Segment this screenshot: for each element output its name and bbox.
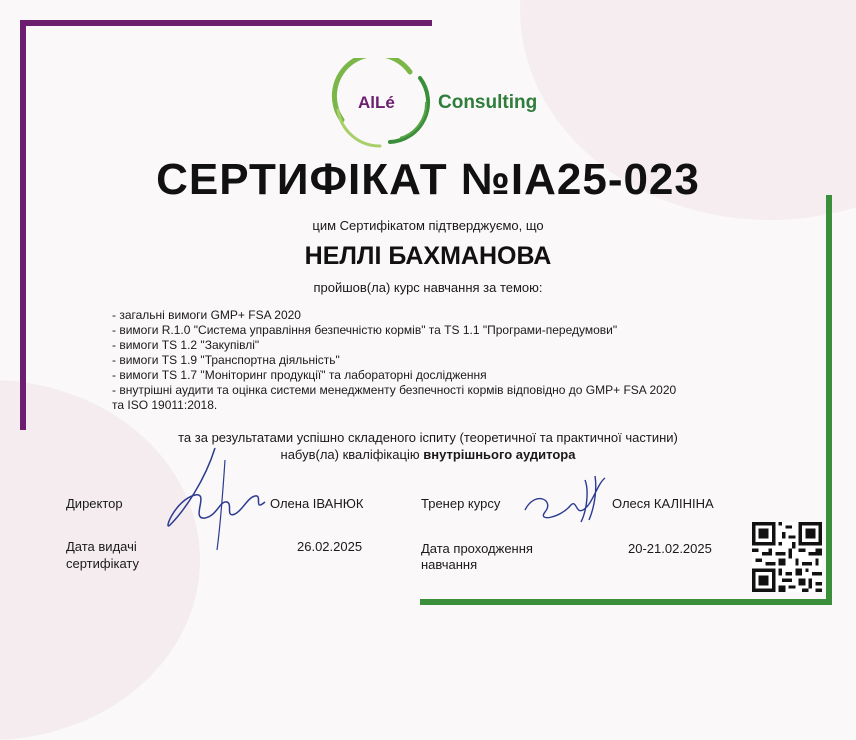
topic-item: - вимоги R.1.0 "Система управління безпечністю кормів" та TS 1.1 "Програми-передумови": [112, 323, 618, 337]
director-label: Директор: [66, 496, 123, 511]
topic-item: - загальні вимоги GMP+ FSA 2020: [112, 308, 301, 322]
logo-brand-text: AlLé: [358, 93, 395, 112]
director-name: Олена ІВАНЮК: [270, 496, 364, 511]
training-label-2: навчання: [421, 557, 478, 572]
issue-label-2: сертифікату: [66, 556, 139, 571]
trainer-label: Тренер курсу: [421, 496, 501, 511]
certificate-title: СЕРТИФІКАТ №IA25-023: [156, 155, 700, 204]
topics-list: [112, 308, 792, 413]
logo-consulting-text: Consulting: [438, 92, 538, 113]
qualification-title: внутрішнього аудитора: [423, 447, 576, 462]
trainer-name: Олеся КАЛІНІНА: [612, 496, 714, 511]
trainer-signature: [515, 470, 615, 530]
result-text: та за результатами успішно складеного іспиту (теоретичної та практичної частини): [178, 430, 678, 445]
frame-green-bottom: [420, 599, 832, 605]
training-label-1: Дата проходження: [421, 541, 533, 556]
topic-item: - вимоги TS 1.7 "Моніторинг продукції" та лабораторні дослідження: [112, 368, 487, 382]
confirm-text: цим Сертифікатом підтверджуємо, що: [312, 218, 544, 233]
director-signature: [155, 440, 275, 555]
topic-item: та ISO 19011:2018.: [112, 398, 218, 412]
frame-purple-top: [20, 20, 432, 26]
topic-item: - вимоги TS 1.9 "Транспортна діяльність": [112, 353, 340, 367]
recipient-name: НЕЛЛІ БАХМАНОВА: [304, 242, 552, 270]
training-date: 20-21.02.2025: [628, 541, 712, 556]
topic-item: - вимоги TS 1.2 "Закупівлі": [112, 338, 260, 352]
qualification-line: [0, 447, 856, 462]
topic-item: - внутрішні аудити та оцінка системи менеджменту безпечності кормів відповідно до GMP+ FSA 2020: [112, 383, 677, 397]
issue-date: 26.02.2025: [297, 539, 363, 554]
course-text: пройшов(ла) курс навчання за темою:: [313, 280, 543, 295]
qualification-prefix: набув(ла) кваліфікацію: [280, 447, 424, 462]
qr-code: [752, 522, 822, 592]
issue-label-1: Дата видачі: [66, 539, 137, 554]
